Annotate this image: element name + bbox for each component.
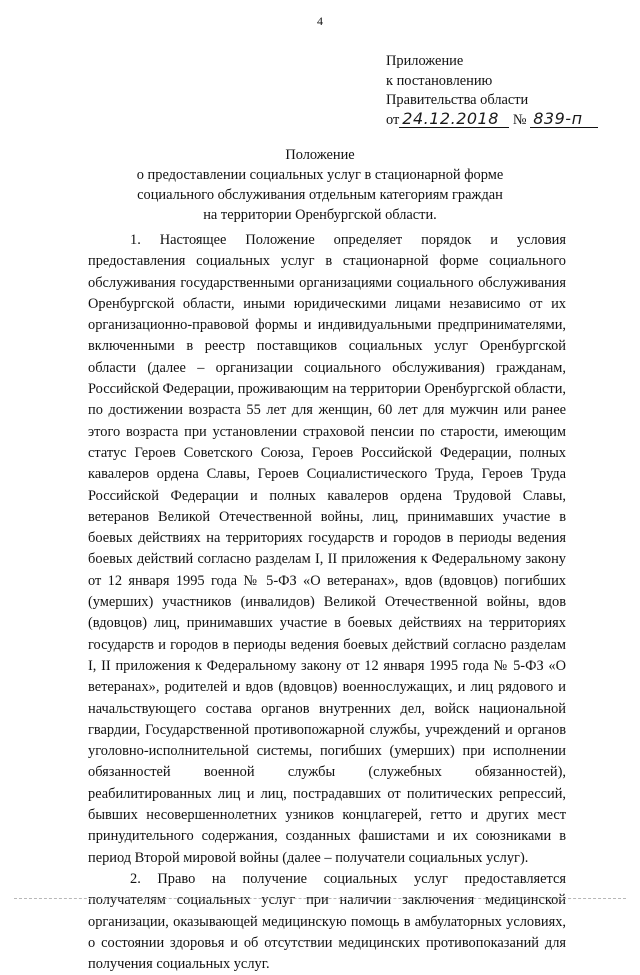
title-line-3: на территории Оренбургской области. (203, 207, 437, 223)
paragraph-1: 1. Настоящее Положение определяет порядок и условия предоставления социальных услуг в стационарной форме социального обслуживания государственными организациями социального обслуживания Оренбургской области, иными юридическими лицами независимо от их организационно-правовой формы и индивидуальными предпринимателями, включенными в реестр поставщиков социальных услуг Оренбургской области (далее – организации социального обслуживания) гражданам, Российской Федерации, проживающим на территории Оренбургской области, по достижении возраста 55 лет для женщин, 60 лет для мужчин или ранее этого возраста при установлении страховой пенсии по старости, имеющим статус Героев Советского Союза, Героев Российской Федерации, полных кавалеров ордена Славы, Героев Социалистического Труда, Героев Труда Российской Федерации и полных кавалеров ордена Трудовой Славы, ветеранов Великой Отечественной войны, лиц, принимавших участие в боевых действиях на территориях государств и городов в периоды ведения боевых действий согласно разделам I, II приложения к Федеральному закону от 12 января 1995 года № 5-ФЗ «О ветеранах», вдов (вдовцов) погибших (умерших) участников (инвалидов) Великой Отечественной войны, вдов (вдовцов) лиц, принимавших участие в боевых действиях на территориях государств и городов в периоды ведения боевых действий согласно разделам I, II приложения к Федеральному закону от 12 января 1995 года № 5-ФЗ «О ветеранах», родителей и вдов (вдовцов) военнослужащих, и лиц рядового и начальствующего состава органов внутренних дел, войск национальной гвардии, Государственной противопожарной службы, учреждений и органов уголовно-исполнительной системы, погибших (умерших) при исполнении обязанностей военной службы (служебных обязанностей), реабилитированных лиц и лиц, пострадавших от политических репрессий, бывших несовершеннолетних узников концлагерей, гетто и других мест принудительного содержания, созданных фашистами и их союзниками в период Второй мировой войны (далее – получатели социальных услуг). (88, 232, 566, 866)
appendix-resolution-line: к постановлению (386, 72, 493, 89)
page-number: 4 (317, 14, 323, 28)
title-line-2: социального обслуживания отдельным категориям граждан (137, 187, 503, 203)
appendix-date-line (386, 108, 598, 131)
appendix-block (386, 52, 598, 130)
date-prefix: от (386, 111, 400, 128)
appendix-label: Приложение (386, 53, 464, 69)
paragraph-2: 2. Право на получение социальных услуг предоставляется получателям социальных услуг при наличии заключения медицинской организации, оказывающей медицинскую помощь в амбулаторных условиях, о состоянии здоровья и об отсутствии медицинских противопоказаний для получения социальных услуг. (88, 870, 566, 973)
title-line-1: о предоставлении социальных услуг в стационарной форме (136, 167, 504, 183)
appendix-government-line: Правительства области (386, 92, 529, 109)
document-body (88, 230, 566, 975)
handwritten-number: 839-п (530, 111, 598, 128)
document-title (0, 145, 640, 225)
number-prefix: № (512, 111, 527, 128)
scan-edge-divider (14, 898, 626, 901)
title-heading: Положение (285, 147, 355, 163)
handwritten-date: 24.12.2018 (399, 111, 509, 128)
